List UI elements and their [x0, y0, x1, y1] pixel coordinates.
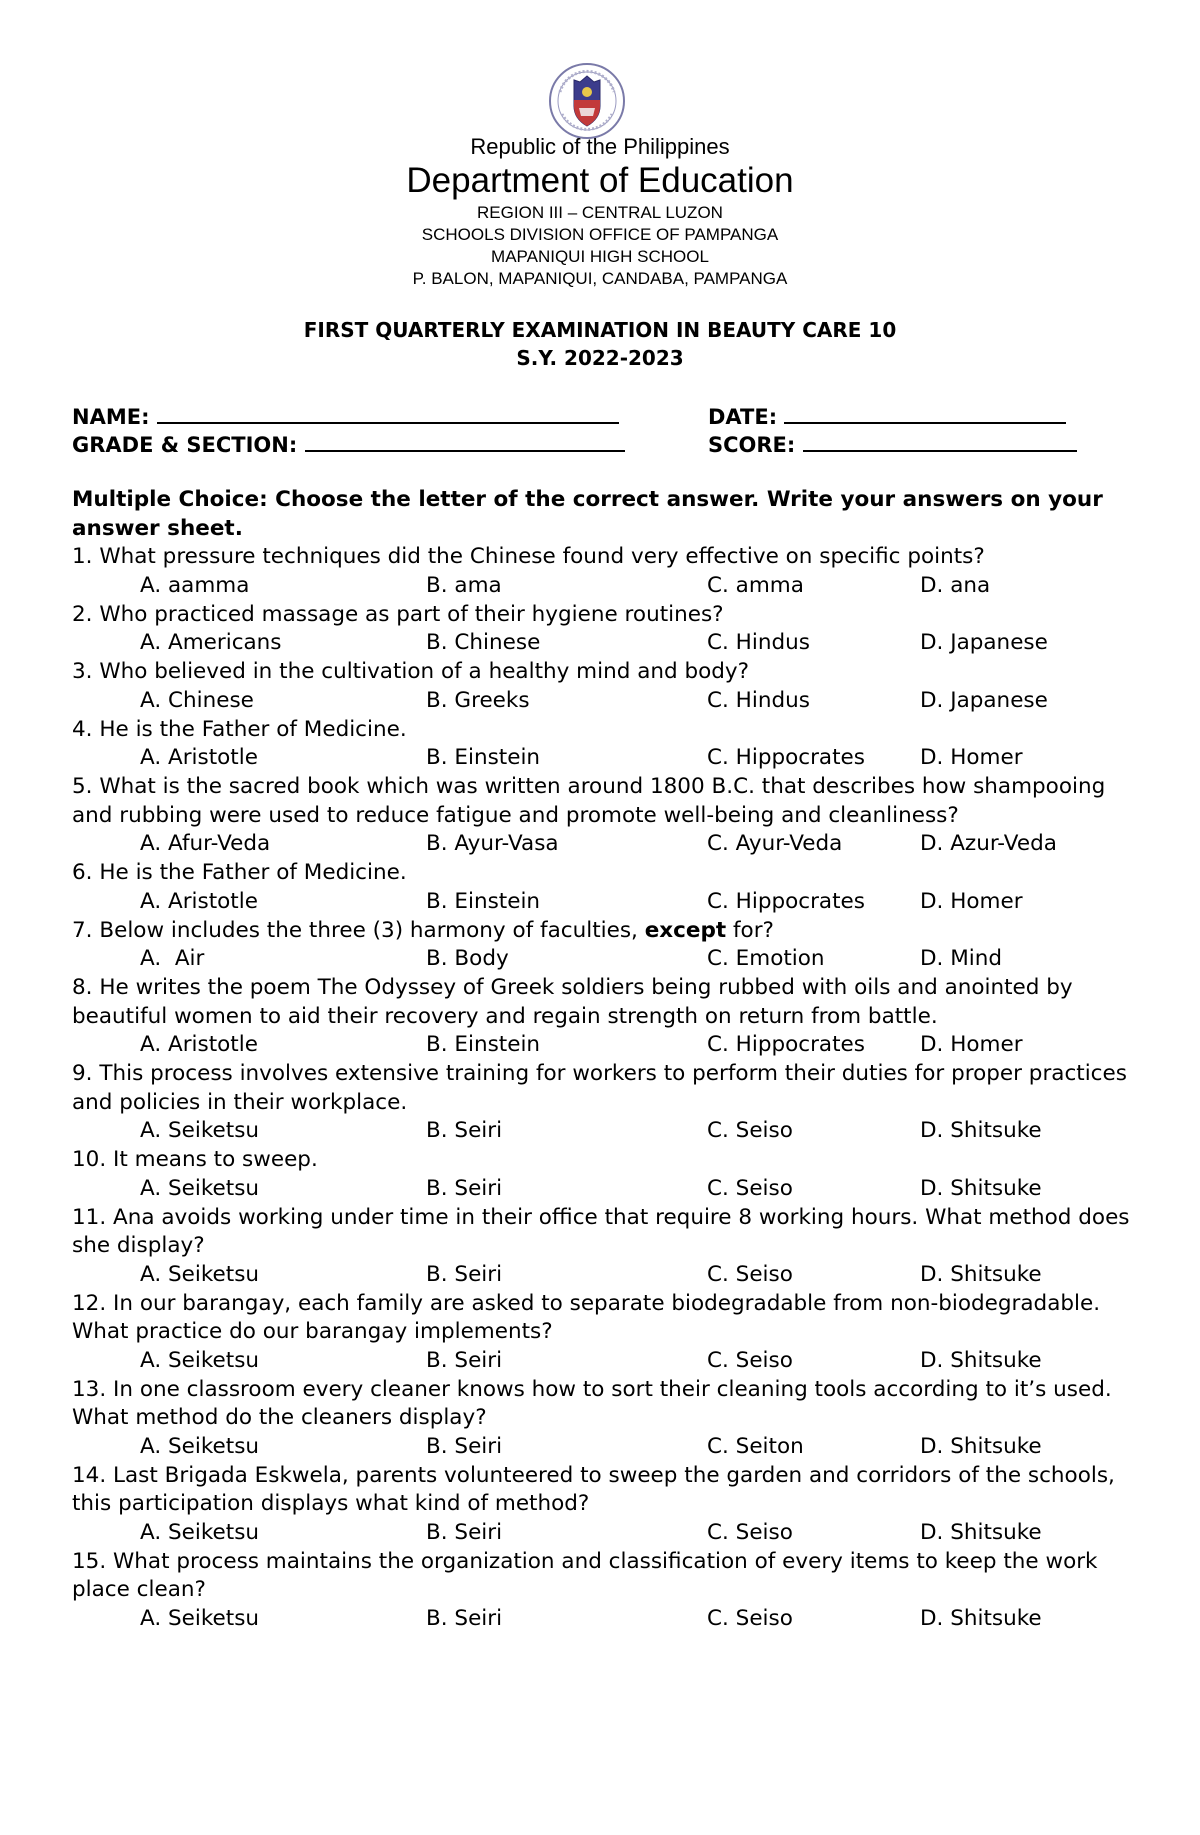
option-b: B. Seiri [426, 1605, 503, 1631]
option-a: A. Seiketsu [140, 1261, 260, 1287]
name-blank-line [157, 402, 619, 424]
score-label: SCORE: [708, 433, 796, 457]
option-b: B. Seiri [426, 1118, 503, 1143]
option-b: B. Seiri [426, 1347, 503, 1373]
question-text: 13. In one classroom every cleaner knows how to sort their cleaning tools according to it’s used. What method do the cleaners display? [72, 1376, 1112, 1430]
question-6 [72, 859, 1142, 917]
answer-options [72, 1175, 1142, 1204]
emphasis-except: except [644, 917, 727, 943]
question-text [72, 917, 1142, 946]
answer-options [72, 888, 1142, 917]
student-info-fields [72, 402, 1132, 458]
option-d: D. ana [920, 572, 991, 598]
answer-options [72, 1031, 1142, 1060]
option-c: C. Hippocrates [707, 1032, 865, 1057]
option-d: D. Japanese [920, 687, 1048, 713]
question-text: 14. Last Brigada Eskwela, parents volunteered to sweep the garden and corridors of the schools, this participation displays what kind of method? [72, 1462, 1115, 1516]
question-text: 15. What process maintains the organization and classification of every items to keep the work place clean? [72, 1548, 1098, 1602]
option-a: A. Seiketsu [140, 1433, 260, 1459]
option-c: C. amma [707, 572, 804, 598]
question-7 [72, 917, 1142, 975]
answer-options [72, 1433, 1142, 1462]
option-b: B. Einstein [426, 888, 541, 914]
question-text-end: for? [726, 917, 774, 943]
option-d: D. Shitsuke [920, 1175, 1042, 1201]
option-d: D. Homer [920, 745, 1023, 770]
answer-options [72, 687, 1142, 716]
answer-options [72, 1519, 1142, 1548]
option-a: A. Afur-Veda [140, 831, 271, 856]
department-name: Department of Education [406, 161, 794, 200]
question-8 [72, 974, 1142, 1060]
option-d: D. Shitsuke [920, 1261, 1042, 1287]
letterhead [0, 134, 1200, 290]
option-b: B. Seiri [426, 1175, 503, 1201]
option-b: B. Chinese [426, 630, 541, 655]
option-d: D. Shitsuke [920, 1605, 1042, 1631]
option-d: D. Shitsuke [920, 1519, 1042, 1545]
option-c: C. Seiso [707, 1347, 793, 1373]
question-text: 9. This process involves extensive training for workers to perform their duties for proper practices and policies in their workplace. [72, 1061, 1127, 1115]
question-text: 6. He is the Father of Medicine. [72, 860, 407, 885]
option-a: A. Aristotle [140, 1032, 258, 1057]
answer-options [72, 1117, 1142, 1146]
option-b: B. Seiri [426, 1433, 503, 1459]
question-3 [72, 658, 1142, 716]
option-a: A. Americans [140, 630, 282, 655]
option-a: A. Chinese [140, 687, 254, 713]
republic-line: Republic of the Philippines [470, 134, 730, 159]
option-c: C. Hindus [707, 630, 810, 655]
answer-options [72, 629, 1142, 658]
answer-options [72, 945, 1142, 974]
question-text: 10. It means to sweep. [72, 1147, 318, 1172]
option-b: B. Body [426, 946, 509, 971]
instructions: Multiple Choice: Choose the letter of the correct answer. Write your answers on your answer sheet. [72, 487, 1103, 541]
date-field [708, 402, 1066, 429]
school-name: MAPANIQUI HIGH SCHOOL [491, 247, 709, 266]
option-d: D. Japanese [920, 630, 1048, 655]
date-label: DATE: [708, 405, 778, 429]
question-text-start: 7. Below includes the three (3) harmony of faculties, [72, 917, 645, 943]
question-text: 12. In our barangay, each family are asked to separate biodegradable from non-biodegradable. What practice do our barangay implements? [72, 1290, 1101, 1344]
option-a: A. Seiketsu [140, 1118, 260, 1143]
option-c: C. Hindus [707, 687, 810, 713]
option-d: D. Shitsuke [920, 1433, 1042, 1459]
score-blank-line [803, 430, 1077, 452]
option-c: C. Seiso [707, 1605, 793, 1631]
option-c: C. Seiso [707, 1175, 793, 1201]
exam-title: FIRST QUARTERLY EXAMINATION IN BEAUTY CARE 10 [303, 318, 897, 342]
answer-options [72, 1347, 1142, 1376]
name-field [72, 402, 619, 429]
question-4 [72, 716, 1142, 774]
option-d: D. Shitsuke [920, 1347, 1042, 1373]
option-c: C. Seiso [707, 1261, 793, 1287]
option-d: D. Shitsuke [920, 1118, 1042, 1143]
question-14 [72, 1462, 1142, 1548]
option-a: A. Seiketsu [140, 1519, 260, 1545]
option-b: B. Seiri [426, 1261, 503, 1287]
option-c: C. Seiton [707, 1433, 804, 1459]
option-a: A. Seiketsu [140, 1605, 260, 1631]
question-13 [72, 1376, 1142, 1462]
option-b: B. ama [426, 572, 502, 598]
option-b: B. Ayur-Vasa [426, 831, 559, 856]
option-c: C. Emotion [707, 946, 825, 971]
option-a: A. Air [140, 946, 205, 971]
option-a: A. Seiketsu [140, 1347, 260, 1373]
region-line: REGION III – CENTRAL LUZON [477, 203, 723, 222]
option-d: D. Homer [920, 1032, 1023, 1057]
option-b: B. Greeks [426, 687, 530, 713]
answer-options [72, 830, 1142, 859]
option-c: C. Ayur-Veda [707, 831, 843, 856]
answer-options [72, 572, 1142, 601]
option-d: D. Azur-Veda [920, 831, 1057, 856]
exam-title-block [0, 316, 1200, 372]
option-a: A. Aristotle [140, 888, 258, 914]
option-d: D. Mind [920, 946, 1003, 971]
option-c: C. Hippocrates [707, 888, 865, 914]
question-11 [72, 1204, 1142, 1290]
question-text: 4. He is the Father of Medicine. [72, 716, 407, 742]
option-c: C. Hippocrates [707, 745, 865, 770]
grade-section-label: GRADE & SECTION: [72, 433, 298, 457]
question-15 [72, 1548, 1142, 1634]
question-text: 11. Ana avoids working under time in their office that require 8 working hours. What method does she display? [72, 1204, 1130, 1258]
grade-section-blank-line [305, 430, 625, 452]
question-12 [72, 1290, 1142, 1376]
question-text: 1. What pressure techniques did the Chinese found very effective on specific points? [72, 544, 985, 569]
option-a: A. Seiketsu [140, 1175, 260, 1201]
question-1 [72, 543, 1142, 601]
grade-section-field [72, 430, 625, 457]
question-5 [72, 773, 1142, 859]
option-a: A. aamma [140, 572, 250, 598]
answer-options [72, 744, 1142, 773]
option-c: C. Seiso [707, 1519, 793, 1545]
name-label: NAME: [72, 405, 150, 429]
score-field [708, 430, 1077, 457]
school-year: S.Y. 2022-2023 [516, 346, 684, 370]
deped-seal-logo [548, 62, 626, 140]
option-b: B. Seiri [426, 1519, 503, 1545]
answer-options [72, 1261, 1142, 1290]
questions-section [72, 486, 1142, 1634]
school-address: P. BALON, MAPANIQUI, CANDABA, PAMPANGA [412, 269, 788, 288]
question-text: 8. He writes the poem The Odyssey of Greek soldiers being rubbed with oils and anointed by beautiful women to aid their recovery and regain strength on return from battle. [72, 975, 1073, 1029]
option-c: C. Seiso [707, 1118, 793, 1143]
division-line: SCHOOLS DIVISION OFFICE OF PAMPANGA [421, 225, 779, 244]
question-text: 5. What is the sacred book which was written around 1800 B.C. that describes how shampooing and rubbing were used to reduce fatigue and promote well-being and cleanliness? [72, 774, 1106, 828]
option-a: A. Aristotle [140, 745, 258, 770]
answer-options [72, 1605, 1142, 1634]
question-text: 2. Who practiced massage as part of their hygiene routines? [72, 601, 724, 627]
date-blank-line [784, 402, 1066, 424]
option-d: D. Homer [920, 888, 1023, 914]
option-b: B. Einstein [426, 745, 541, 770]
question-9 [72, 1060, 1142, 1146]
question-2 [72, 601, 1142, 659]
question-text: 3. Who believed in the cultivation of a healthy mind and body? [72, 659, 750, 684]
question-10 [72, 1146, 1142, 1204]
option-b: B. Einstein [426, 1032, 541, 1057]
